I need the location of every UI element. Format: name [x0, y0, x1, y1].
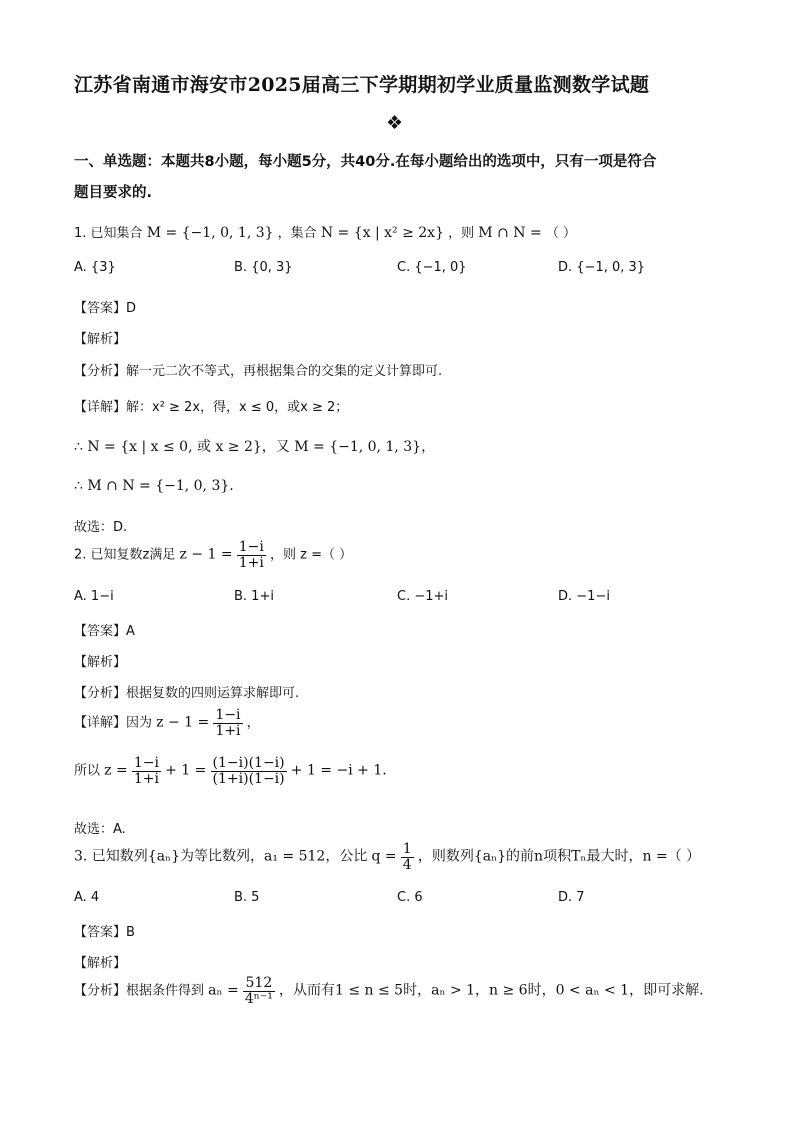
q1-stem-text: 1. 已知集合	[74, 226, 143, 241]
q2-choose: 故选：A.	[74, 822, 126, 837]
q3-option-b: B. 5	[234, 890, 260, 905]
q1-fenxi: 【分析】解一元二次不等式，再根据集合的交集的定义计算即可.	[74, 364, 443, 379]
diamond-ornament-icon: ❖	[386, 112, 404, 134]
q3-analysis-label: 【解析】	[74, 956, 127, 971]
q3-fenxi	[74, 976, 704, 1006]
q2-so-lhs: z =	[104, 762, 128, 779]
q1-paren: （ ）	[545, 226, 576, 241]
q1-answer: 【答案】D	[74, 301, 137, 316]
q3-answer: 【答案】B	[74, 925, 135, 940]
q1-intersection: M ∩ N =	[478, 225, 542, 241]
q2-big-num: (1−i)(1−i)	[212, 755, 285, 771]
q1-option-d: D. {−1, 0, 3}	[558, 260, 646, 275]
q3-option-c: C. 6	[397, 890, 423, 905]
q2-result: + 1 = −i + 1.	[290, 762, 387, 779]
q3-fenxi-text: 【分析】根据条件得到	[74, 983, 205, 999]
q2-plus-one: + 1 =	[165, 762, 207, 779]
q3-fenxi-text-2: ，从而有1 ≤ n ≤ 5时，aₙ > 1，n ≥ 6时，0 < aₙ < 1，即可求解.	[279, 982, 704, 999]
q2-analysis-label: 【解析】	[74, 655, 127, 670]
q2-so-frac-den: 1+i	[133, 770, 159, 787]
q3-an-fraction	[243, 976, 275, 1006]
q2-stem	[74, 540, 352, 570]
q3-q-num: 1	[402, 841, 412, 857]
q2-so-text: 所以	[74, 763, 101, 779]
q3-an-den: 4ⁿ⁻¹	[244, 990, 273, 1007]
q2-detail-text: 【详解】因为	[74, 715, 153, 731]
q3-stem-text-2: ，则数列{aₙ}的前n项积Tₙ最大时，n =（ ）	[417, 848, 701, 865]
q2-detail	[74, 708, 260, 738]
q2-fraction	[237, 540, 266, 570]
q2-option-b: B. 1+i	[234, 589, 274, 604]
q1-detail: 【详解】解：x² ≥ 2x，得，x ≤ 0，或x ≥ 2；	[74, 400, 349, 415]
q1-option-a: A. {3}	[74, 260, 116, 275]
q3-an-num: 512	[243, 976, 275, 992]
q1-line-n: ∴ N = {x | x ≤ 0, 或 x ≥ 2}，又 M = {−1, 0, 1, 3}，	[74, 439, 436, 455]
q2-detail-fraction	[213, 708, 242, 738]
q2-big-fraction	[211, 756, 287, 786]
q3-stem	[74, 842, 700, 872]
q2-stem-text: 2. 已知复数z满足	[74, 547, 176, 563]
page-title: 江苏省南通市海安市2025届高三下学期期初学业质量监测数学试题	[74, 74, 650, 96]
q1-option-b: B. {0, 3}	[234, 260, 293, 275]
q1-choose: 故选：D.	[74, 520, 128, 535]
q2-answer: 【答案】A	[74, 624, 135, 639]
q3-option-a: A. 4	[74, 890, 100, 905]
q2-big-den: (1+i)(1−i)	[212, 770, 285, 787]
q2-detail-frac-den: 1+i	[215, 722, 241, 739]
q3-option-d: D. 7	[558, 890, 585, 905]
q3-stem-text: 3. 已知数列{aₙ}为等比数列，a₁ = 512，公比	[74, 848, 368, 865]
q1-analysis-label: 【解析】	[74, 332, 127, 347]
q2-so-frac-num: 1−i	[133, 755, 159, 771]
q3-q-fraction	[401, 842, 414, 872]
q2-detail-end: ，	[246, 715, 260, 731]
q1-set-m: M = {−1, 0, 1, 3}	[146, 225, 274, 241]
section-heading-cont: 题目要求的.	[74, 185, 153, 201]
q1-stem-text-2: ，集合	[277, 226, 317, 241]
q1-set-n: N = {x | x² ≥ 2x}	[320, 225, 444, 241]
q2-option-d: D. −1−i	[558, 589, 610, 604]
q2-lhs: z − 1 =	[179, 546, 233, 563]
section-heading: 一、单选题：本题共8小题，每小题5分，共40分.在每小题给出的选项中，只有一项是符合	[74, 154, 657, 170]
q3-q-den: 4	[402, 856, 412, 873]
q2-fenxi: 【分析】根据复数的四则运算求解即可.	[74, 686, 300, 701]
q2-frac-den: 1+i	[238, 554, 264, 571]
q1-stem	[74, 222, 576, 241]
q2-detail-lhs: z − 1 =	[156, 714, 210, 731]
q1-stem-text-3: ，则	[448, 226, 475, 241]
q1-line-mn: ∴ M ∩ N = {−1, 0, 3}.	[74, 478, 234, 494]
q2-option-a: A. 1−i	[74, 589, 114, 604]
q3-q-lhs: q =	[371, 848, 397, 865]
q2-option-c: C. −1+i	[397, 589, 449, 604]
q1-option-c: C. {−1, 0}	[397, 260, 467, 275]
q2-detail-frac-num: 1−i	[215, 707, 241, 723]
q2-so-fraction	[132, 756, 161, 786]
q2-stem-text-2: ，则 z =（ ）	[270, 547, 353, 563]
q3-an-lhs: aₙ =	[208, 982, 239, 999]
q2-so-line	[74, 756, 387, 786]
q2-frac-num: 1−i	[238, 539, 264, 555]
